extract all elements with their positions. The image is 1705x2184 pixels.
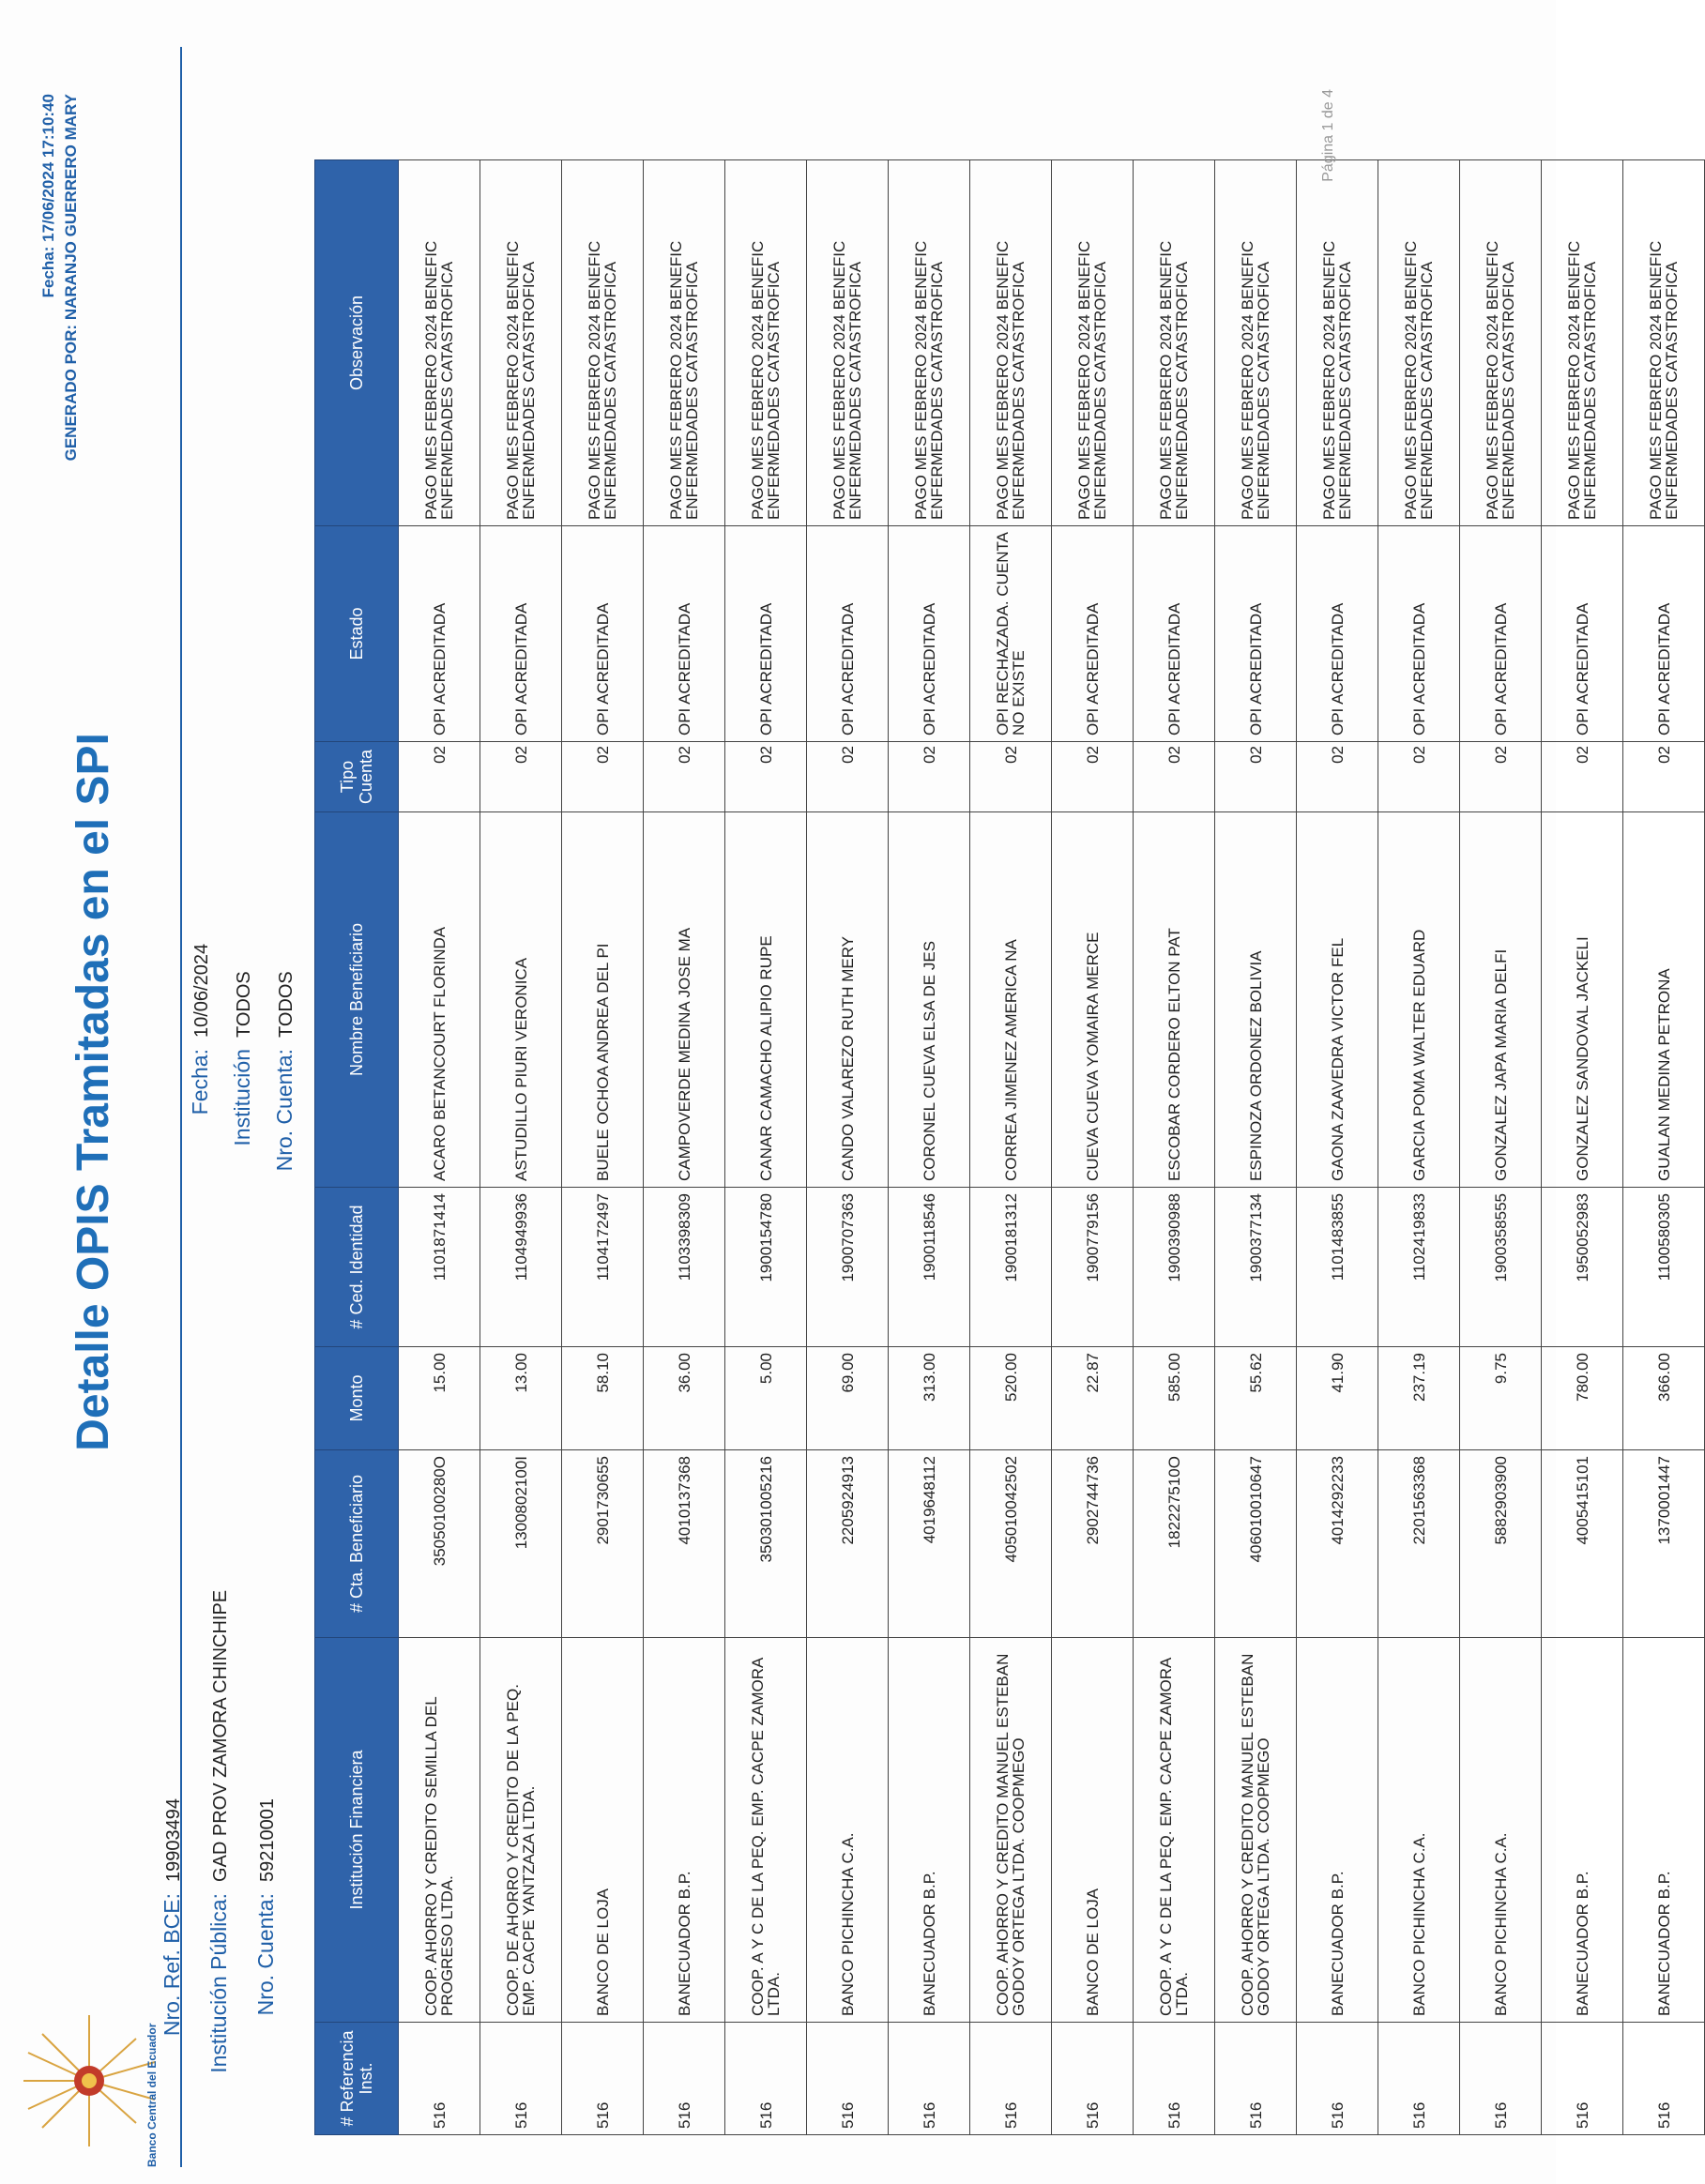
cell-ced-identidad: 1101483855	[1297, 1188, 1378, 1347]
cell-observacion: PAGO MES FEBRERO 2024 BENEFIC ENFERMEDADES CATASTROFICA	[644, 160, 725, 526]
cell-monto: 13.00	[480, 1347, 562, 1450]
cell-cta-beneficiario: 1300802100I	[480, 1450, 562, 1638]
cell-cta-beneficiario: 4014292233	[1297, 1450, 1378, 1638]
cell-ced-identidad: 1950052983	[1542, 1188, 1623, 1347]
table-row	[807, 160, 889, 2135]
cell-referencia: 516	[480, 2023, 562, 2135]
cell-monto: 313.00	[889, 1347, 970, 1450]
cell-cta-beneficiario: 4010137368	[644, 1450, 725, 1638]
cell-tipo-cuenta: 02	[1134, 742, 1215, 812]
generated-date-label: Fecha:	[39, 246, 57, 298]
cell-estado: OPI ACREDITADA	[1215, 526, 1297, 742]
ref-bce-field	[160, 1798, 185, 2175]
cell-estado: OPI ACREDITADA	[644, 526, 725, 742]
generated-by-label: GENERADO POR:	[62, 324, 80, 462]
cell-monto: 237.19	[1378, 1347, 1460, 1450]
cell-referencia: 516	[1052, 2023, 1134, 2135]
cell-monto: 585.00	[1134, 1347, 1215, 1450]
cell-monto: 5.00	[725, 1347, 807, 1450]
cell-referencia: 516	[889, 2023, 970, 2135]
col-tipo-cuenta: Tipo Cuenta	[315, 742, 399, 812]
cell-cta-beneficiario: 2201563368	[1378, 1450, 1460, 1638]
col-referencia: # Referencia Inst.	[315, 2023, 399, 2135]
institucion-filter-label: Institución	[230, 1049, 254, 1146]
cell-institucion-financiera: COOP. AHORRO Y CREDITO SEMILLA DEL PROGRESO LTDA.	[399, 1638, 480, 2023]
cell-referencia: 516	[970, 2023, 1052, 2135]
cell-estado: OPI ACREDITADA	[1134, 526, 1215, 742]
cell-referencia: 516	[1378, 2023, 1460, 2135]
cell-estado: OPI ACREDITADA	[1378, 526, 1460, 742]
cell-institucion-financiera: BANCO PICHINCHA C.A.	[1378, 1638, 1460, 2023]
cell-referencia: 516	[1215, 2023, 1297, 2135]
cell-tipo-cuenta: 02	[1460, 742, 1542, 812]
cell-estado: OPI RECHAZADA. CUENTA NO EXISTE	[970, 526, 1052, 742]
table-row	[562, 160, 644, 2135]
cell-observacion: PAGO MES FEBRERO 2024 BENEFIC ENFERMEDADES CATASTROFICA	[1542, 160, 1623, 526]
cell-referencia: 516	[807, 2023, 889, 2135]
cell-tipo-cuenta: 02	[970, 742, 1052, 812]
cell-referencia: 516	[1623, 2023, 1705, 2135]
cell-institucion-financiera: COOP. DE AHORRO Y CREDITO DE LA PEQ. EMP. CACPE YANTZAZA LTDA.	[480, 1638, 562, 2023]
cell-ced-identidad: 1100580305	[1623, 1188, 1705, 1347]
cell-tipo-cuenta: 02	[889, 742, 970, 812]
institucion-publica-value: GAD PROV ZAMORA CHINCHIPE	[210, 1589, 231, 1882]
cell-nombre-beneficiario: ESCOBAR CORDERO ELTON PAT	[1134, 812, 1215, 1188]
cell-nombre-beneficiario: GUALAN MEDINA PETRONA	[1623, 812, 1705, 1188]
table-row	[1297, 160, 1378, 2135]
cell-estado: OPI ACREDITADA	[480, 526, 562, 742]
cell-nombre-beneficiario: CANDO VALAREZO RUTH MERY	[807, 812, 889, 1188]
cell-cta-beneficiario: 4005415101	[1542, 1450, 1623, 1638]
ref-bce-label: Nro. Ref. BCE:	[160, 1893, 184, 2037]
table-row	[1378, 160, 1460, 2135]
cell-observacion: PAGO MES FEBRERO 2024 BENEFIC ENFERMEDADES CATASTROFICA	[480, 160, 562, 526]
cell-cta-beneficiario: 405010042502	[970, 1450, 1052, 1638]
generated-date-value: 17/06/2024 17:10:40	[39, 94, 57, 242]
cell-ced-identidad: 1900377134	[1215, 1188, 1297, 1347]
cell-monto: 15.00	[399, 1347, 480, 1450]
table-row	[1215, 160, 1297, 2135]
fecha-label: Fecha:	[188, 1049, 212, 1115]
institucion-publica-label: Institución Pública:	[206, 1893, 231, 2073]
cell-referencia: 516	[1460, 2023, 1542, 2135]
cell-tipo-cuenta: 02	[1297, 742, 1378, 812]
cell-institucion-financiera: COOP. A Y C DE LA PEQ. EMP. CACPE ZAMORA LTDA.	[725, 1638, 807, 2023]
cell-estado: OPI ACREDITADA	[399, 526, 480, 742]
cell-tipo-cuenta: 02	[1378, 742, 1460, 812]
table-row	[1460, 160, 1542, 2135]
cell-estado: OPI ACREDITADA	[725, 526, 807, 742]
cell-referencia: 516	[644, 2023, 725, 2135]
cell-institucion-financiera: COOP. AHORRO Y CREDITO MANUEL ESTEBAN GODOY ORTEGA LTDA. COOPMEGO	[970, 1638, 1052, 2023]
cell-cta-beneficiario: 2901730655	[562, 1450, 644, 1638]
cell-nombre-beneficiario: ASTUDILLO PIURI VERONICA	[480, 812, 562, 1188]
nro-cuenta-filter-label: Nro. Cuenta:	[272, 1049, 297, 1172]
table-row	[970, 160, 1052, 2135]
cell-ced-identidad: 1900181312	[970, 1188, 1052, 1347]
col-cta-beneficiario: # Cta. Beneficiario	[315, 1450, 399, 1638]
cell-tipo-cuenta: 02	[1542, 742, 1623, 812]
cell-nombre-beneficiario: CANAR CAMACHO ALIPIO RUPE	[725, 812, 807, 1188]
col-estado: Estado	[315, 526, 399, 742]
cell-nombre-beneficiario: GONZALEZ JAPA MARIA DELFI	[1460, 812, 1542, 1188]
col-ced-identidad: # Ced. Identidad	[315, 1188, 399, 1347]
cell-nombre-beneficiario: GONZALEZ SANDOVAL JACKELI	[1542, 812, 1623, 1188]
cell-ced-identidad: 1900390988	[1134, 1188, 1215, 1347]
cell-referencia: 516	[1297, 2023, 1378, 2135]
cell-observacion: PAGO MES FEBRERO 2024 BENEFIC ENFERMEDADES CATASTROFICA	[970, 160, 1052, 526]
cell-referencia: 516	[562, 2023, 644, 2135]
cell-nombre-beneficiario: BUELE OCHOA ANDREA DEL PI	[562, 812, 644, 1188]
cell-institucion-financiera: BANCO PICHINCHA C.A.	[807, 1638, 889, 2023]
cell-institucion-financiera: BANECUADOR B.P.	[1297, 1638, 1378, 2023]
cell-referencia: 516	[399, 2023, 480, 2135]
cell-monto: 520.00	[970, 1347, 1052, 1450]
cell-cta-beneficiario: 182227510O	[1134, 1450, 1215, 1638]
cell-tipo-cuenta: 02	[1215, 742, 1297, 812]
cell-nombre-beneficiario: CUEVA CUEVA YOMAIRA MERCE	[1052, 812, 1134, 1188]
cell-observacion: PAGO MES FEBRERO 2024 BENEFIC ENFERMEDADES CATASTROFICA	[725, 160, 807, 526]
cell-observacion: PAGO MES FEBRERO 2024 BENEFIC ENFERMEDADES CATASTROFICA	[399, 160, 480, 526]
cell-observacion: PAGO MES FEBRERO 2024 BENEFIC ENFERMEDADES CATASTROFICA	[1623, 160, 1705, 526]
table-row	[889, 160, 970, 2135]
nro-cuenta-value: 59210001	[257, 1798, 278, 1882]
cell-cta-beneficiario: 406010010647	[1215, 1450, 1297, 1638]
cell-nombre-beneficiario: CORONEL CUEVA ELSA DE JES	[889, 812, 970, 1188]
page-title: Detalle OPIS Tramitadas en el SPI	[69, 733, 118, 1451]
cell-institucion-financiera: BANECUADOR B.P.	[889, 1638, 970, 2023]
table-row	[1134, 160, 1215, 2135]
cell-monto: 780.00	[1542, 1347, 1623, 1450]
cell-tipo-cuenta: 02	[644, 742, 725, 812]
cell-tipo-cuenta: 02	[1052, 742, 1134, 812]
nro-cuenta-filter-field	[272, 971, 297, 1218]
cell-monto: 41.90	[1297, 1347, 1378, 1450]
table-row	[480, 160, 562, 2135]
cell-monto: 9.75	[1460, 1347, 1542, 1450]
cell-ced-identidad: 1103398309	[644, 1188, 725, 1347]
cell-institucion-financiera: COOP. AHORRO Y CREDITO MANUEL ESTEBAN GODOY ORTEGA LTDA. COOPMEGO	[1215, 1638, 1297, 2023]
cell-monto: 69.00	[807, 1347, 889, 1450]
cell-observacion: PAGO MES FEBRERO 2024 BENEFIC ENFERMEDADES CATASTROFICA	[807, 160, 889, 526]
cell-institucion-financiera: BANCO PICHINCHA C.A.	[1460, 1638, 1542, 2023]
institucion-filter-field	[230, 971, 255, 1218]
cell-cta-beneficiario: 350301005216	[725, 1450, 807, 1638]
institucion-filter-value: TODOS	[234, 971, 254, 1038]
table-row	[725, 160, 807, 2135]
table-header-row	[315, 160, 399, 2135]
cell-tipo-cuenta: 02	[480, 742, 562, 812]
cell-referencia: 516	[1134, 2023, 1215, 2135]
nro-cuenta-filter-value: TODOS	[276, 971, 297, 1038]
cell-nombre-beneficiario: CAMPOVERDE MEDINA JOSE MA	[644, 812, 725, 1188]
logo-text: Banco Central del Ecuador	[145, 2023, 159, 2167]
cell-monto: 55.62	[1215, 1347, 1297, 1450]
cell-cta-beneficiario: 4019648112	[889, 1450, 970, 1638]
cell-estado: OPI ACREDITADA	[1542, 526, 1623, 742]
fecha-value: 10/06/2024	[191, 943, 212, 1038]
cell-estado: OPI ACREDITADA	[562, 526, 644, 742]
cell-observacion: PAGO MES FEBRERO 2024 BENEFIC ENFERMEDADES CATASTROFICA	[1378, 160, 1460, 526]
cell-observacion: PAGO MES FEBRERO 2024 BENEFIC ENFERMEDADES CATASTROFICA	[562, 160, 644, 526]
generated-date	[38, 94, 60, 461]
cell-tipo-cuenta: 02	[1623, 742, 1705, 812]
cell-ced-identidad: 1101871414	[399, 1188, 480, 1347]
cell-institucion-financiera: BANECUADOR B.P.	[644, 1638, 725, 2023]
cell-estado: OPI ACREDITADA	[889, 526, 970, 742]
opis-table	[314, 159, 1705, 2135]
col-observacion: Observación	[315, 160, 399, 526]
cell-nombre-beneficiario: GARCIA POMA WALTER EDUARD	[1378, 812, 1460, 1188]
cell-ced-identidad: 1900707363	[807, 1188, 889, 1347]
cell-institucion-financiera: BANCO DE LOJA	[1052, 1638, 1134, 2023]
cell-ced-identidad: 1900779156	[1052, 1188, 1134, 1347]
table-row	[644, 160, 725, 2135]
table-row	[1542, 160, 1623, 2135]
cell-ced-identidad: 1900358555	[1460, 1188, 1542, 1347]
nro-cuenta-field	[253, 1798, 279, 2175]
cell-observacion: PAGO MES FEBRERO 2024 BENEFIC ENFERMEDADES CATASTROFICA	[1215, 160, 1297, 526]
page-number: Página 1 de 4	[1320, 89, 1336, 182]
cell-nombre-beneficiario: ACARO BETANCOURT FLORINDA	[399, 812, 480, 1188]
cell-referencia: 516	[725, 2023, 807, 2135]
cell-cta-beneficiario: 2902744736	[1052, 1450, 1134, 1638]
cell-tipo-cuenta: 02	[562, 742, 644, 812]
cell-estado: OPI ACREDITADA	[807, 526, 889, 742]
col-nombre-beneficiario: Nombre Beneficiario	[315, 812, 399, 1188]
cell-nombre-beneficiario: CORREA JIMENEZ AMERICA NA	[970, 812, 1052, 1188]
cell-tipo-cuenta: 02	[399, 742, 480, 812]
nro-cuenta-label: Nro. Cuenta:	[253, 1893, 278, 2016]
cell-monto: 366.00	[1623, 1347, 1705, 1450]
cell-tipo-cuenta: 02	[807, 742, 889, 812]
cell-observacion: PAGO MES FEBRERO 2024 BENEFIC ENFERMEDADES CATASTROFICA	[1134, 160, 1215, 526]
cell-ced-identidad: 1900154780	[725, 1188, 807, 1347]
col-institucion-financiera: Institución Financiera	[315, 1638, 399, 2023]
cell-cta-beneficiario: 2205924913	[807, 1450, 889, 1638]
cell-cta-beneficiario: 35050100280O	[399, 1450, 480, 1638]
table-row	[1623, 160, 1705, 2135]
table-body	[399, 160, 1705, 2135]
cell-tipo-cuenta: 02	[725, 742, 807, 812]
cell-observacion: PAGO MES FEBRERO 2024 BENEFIC ENFERMEDADES CATASTROFICA	[1460, 160, 1542, 526]
cell-monto: 36.00	[644, 1347, 725, 1450]
cell-ced-identidad: 1104172497	[562, 1188, 644, 1347]
cell-estado: OPI ACREDITADA	[1052, 526, 1134, 742]
cell-ced-identidad: 1104949936	[480, 1188, 562, 1347]
fecha-field	[188, 944, 213, 1218]
cell-estado: OPI ACREDITADA	[1623, 526, 1705, 742]
cell-ced-identidad: 1102419833	[1378, 1188, 1460, 1347]
table-row	[1052, 160, 1134, 2135]
table-row	[399, 160, 480, 2135]
cell-estado: OPI ACREDITADA	[1460, 526, 1542, 742]
cell-monto: 58.10	[562, 1347, 644, 1450]
cell-observacion: PAGO MES FEBRERO 2024 BENEFIC ENFERMEDADES CATASTROFICA	[1052, 160, 1134, 526]
cell-institucion-financiera: COOP. A Y C DE LA PEQ. EMP. CACPE ZAMORA LTDA.	[1134, 1638, 1215, 2023]
cell-institucion-financiera: BANECUADOR B.P.	[1542, 1638, 1623, 2023]
cell-cta-beneficiario: 5882903900	[1460, 1450, 1542, 1638]
cell-estado: OPI ACREDITADA	[1297, 526, 1378, 742]
cell-observacion: PAGO MES FEBRERO 2024 BENEFIC ENFERMEDADES CATASTROFICA	[1297, 160, 1378, 526]
col-monto: Monto	[315, 1347, 399, 1450]
cell-monto: 22.87	[1052, 1347, 1134, 1450]
generated-by-value: NARANJO GUERRERO MARY	[62, 94, 80, 321]
ref-bce-value: 19903494	[163, 1798, 184, 1882]
cell-institucion-financiera: BANECUADOR B.P.	[1623, 1638, 1705, 2023]
institucion-publica-field	[206, 1590, 232, 2175]
cell-ced-identidad: 1900118546	[889, 1188, 970, 1347]
cell-nombre-beneficiario: ESPINOZA ORDONEZ BOLIVIA	[1215, 812, 1297, 1188]
cell-institucion-financiera: BANCO DE LOJA	[562, 1638, 644, 2023]
cell-referencia: 516	[1542, 2023, 1623, 2135]
cell-nombre-beneficiario: GAONA ZAAVEDRA VICTOR FEL	[1297, 812, 1378, 1188]
cell-cta-beneficiario: 1370001447	[1623, 1450, 1705, 1638]
cell-observacion: PAGO MES FEBRERO 2024 BENEFIC ENFERMEDADES CATASTROFICA	[889, 160, 970, 526]
